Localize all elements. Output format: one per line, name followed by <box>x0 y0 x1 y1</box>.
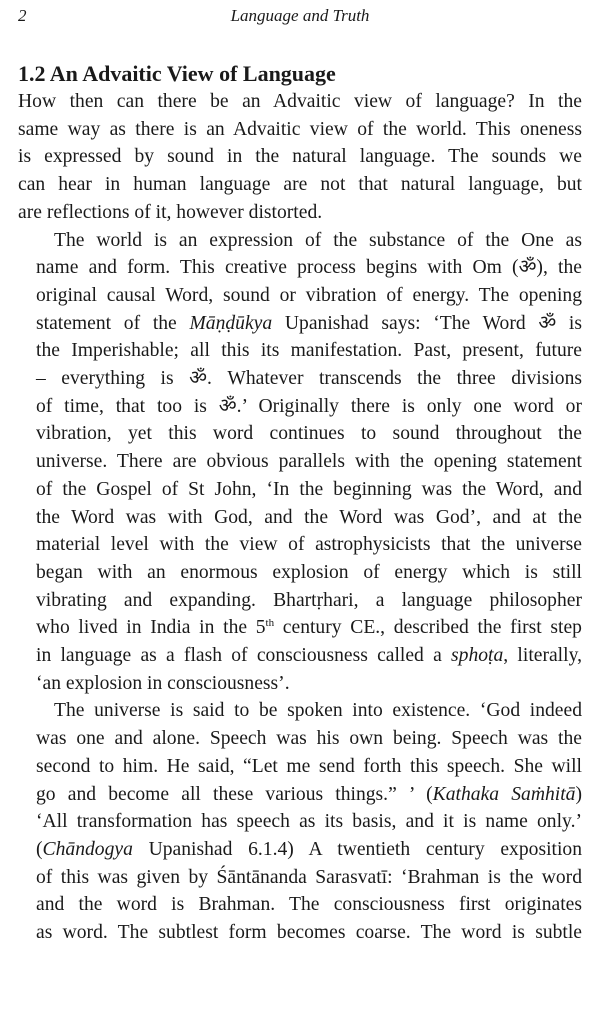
text-line: (Chāndogya Upanishad 6.1.4) A twentieth century exposition <box>36 838 582 860</box>
text-line: same way as there is an Advaitic view of the world. This oneness <box>18 118 582 140</box>
text-line: second to him. He said, “Let me send forth this speech. She will <box>36 755 582 777</box>
text-line: ‘All transformation has speech as its basis, and it is name only.’ <box>36 811 582 833</box>
text-line: the Imperishable; all this its manifestation. Past, present, future <box>36 340 582 362</box>
text-line: go and become all these various things.” ’ (Kathaka Saṁhitā) <box>36 783 582 805</box>
text-line: The universe is said to be spoken into existence. ‘God indeed <box>54 700 582 722</box>
text-line: The world is an expression of the substance of the One as <box>54 229 582 251</box>
text-line: was one and alone. Speech was his own being. Speech was the <box>36 728 582 750</box>
italic-term: Māṇḍūkya <box>189 312 273 334</box>
book-title: Language and Truth <box>230 6 370 25</box>
text-line: original causal Word, sound or vibration of energy. The opening <box>36 284 582 306</box>
text-line: began with an enormous explosion of energy which is still <box>36 561 582 583</box>
text-line: are reflections of it, however distorted. <box>18 201 323 223</box>
text-line: How then can there be an Advaitic view of language? In the <box>18 91 582 112</box>
text-line: ‘an explosion in consciousness’. <box>36 672 290 694</box>
text-line: of this was given by Śāntānanda Sarasvatī: ‘Brahman is the word <box>36 866 582 888</box>
text-line: the Word was with God, and the Word was God’, and at the <box>36 506 582 528</box>
text-line: of time, that too is ॐ.’ Originally there is only one word or <box>36 395 582 417</box>
running-head <box>18 6 582 32</box>
text-line: – everything is ॐ. Whatever transcends the three divisions <box>36 368 582 390</box>
italic-term: Kathaka Saṁhitā <box>432 783 576 805</box>
superscript: th <box>265 617 275 630</box>
text-line: universe. There are obvious parallels with the opening statement <box>36 451 582 473</box>
italic-term: sphoṭa <box>451 645 504 667</box>
text-line: is expressed by sound in the natural language. The sounds we <box>18 146 582 168</box>
page-number: 2 <box>18 6 27 25</box>
text-line: name and form. This creative process begins with Om (ॐ), the <box>36 257 582 279</box>
text-line: and the word is Brahman. The consciousness first originates <box>36 894 582 916</box>
text-line: material level with the view of astrophysicists that the universe <box>36 534 582 556</box>
text-line: as word. The subtlest form becomes coarse. The word is subtle <box>36 922 582 944</box>
paragraph <box>18 227 582 698</box>
text-line: statement of the Māṇḍūkya Upanishad says: ‘The Word ॐ is <box>36 312 582 334</box>
text-line: in language as a flash of consciousness called a sphoṭa, literally, <box>36 645 582 667</box>
section-heading: 1.2 An Advaitic View of Language <box>18 61 336 86</box>
body-text <box>18 88 582 947</box>
text-line: who lived in India in the 5th century CE., described the first step <box>36 617 582 639</box>
text-line: can hear in human language are not that natural language, but <box>18 174 582 196</box>
text-line: of the Gospel of St John, ‘In the beginning was the Word, and <box>36 478 582 500</box>
text-line: vibrating and expanding. Bhartṛhari, a language philosopher <box>36 589 582 611</box>
text-line: vibration, yet this word continues to sound throughout the <box>36 423 582 445</box>
paragraph <box>18 697 582 946</box>
page-content <box>18 60 582 947</box>
paragraph <box>18 88 582 227</box>
italic-term: Chāndogya <box>42 838 133 860</box>
